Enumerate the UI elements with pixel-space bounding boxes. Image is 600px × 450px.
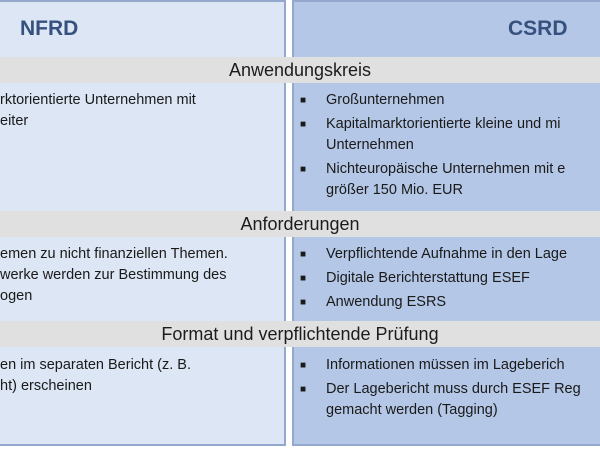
- bullet-icon: ■: [300, 384, 307, 395]
- bullet-icon: ■: [300, 360, 307, 371]
- list-item: [298, 114, 598, 156]
- text-line: eiter: [0, 113, 29, 129]
- bullet-icon: ■: [300, 297, 307, 308]
- csrd-anwendungskreis-list: [298, 90, 598, 204]
- list-item: [298, 90, 598, 111]
- nfrd-anforderungen-text: [0, 244, 284, 307]
- text-line: emen zu nicht finanziellen Themen.: [0, 246, 228, 262]
- list-item-text: Nichteuropäische Unternehmen mit e: [326, 161, 566, 177]
- list-item-text: Informationen müssen im Lageberich: [326, 357, 565, 373]
- list-item: [298, 244, 598, 265]
- bullet-icon: ■: [300, 273, 307, 284]
- list-item-text: Anwendung ESRS: [326, 294, 447, 310]
- bullet-icon: ■: [300, 164, 307, 175]
- section-heading-anforderungen: Anforderungen: [0, 211, 600, 237]
- list-item: [298, 355, 598, 376]
- text-line: rktorientierte Unternehmen mit: [0, 92, 196, 108]
- text-line: ogen: [0, 288, 33, 304]
- bullet-icon: ■: [300, 95, 307, 106]
- nfrd-format-text: [0, 355, 284, 397]
- csrd-format-list: [298, 355, 598, 424]
- bullet-icon: ■: [300, 119, 307, 130]
- csrd-title: CSRD: [508, 17, 568, 40]
- list-item-text: größer 150 Mio. EUR: [326, 182, 463, 198]
- list-item: [298, 292, 598, 313]
- list-item-text: Kapitalmarktorientierte kleine und mi: [326, 116, 561, 132]
- nfrd-title: NFRD: [20, 17, 79, 40]
- list-item: [298, 379, 598, 421]
- nfrd-anwendungskreis-text: [0, 90, 284, 132]
- list-item: [298, 268, 598, 289]
- bullet-icon: ■: [300, 249, 307, 260]
- list-item-text: Großunternehmen: [326, 92, 445, 108]
- section-heading-anwendungskreis: Anwendungskreis: [0, 57, 600, 83]
- list-item-text: gemacht werden (Tagging): [326, 402, 498, 418]
- list-item-text: Verpflichtende Aufnahme in den Lage: [326, 246, 568, 262]
- csrd-anforderungen-list: [298, 244, 598, 316]
- list-item-text: Unternehmen: [326, 137, 414, 153]
- text-line: en im separaten Bericht (z. B.: [0, 357, 191, 373]
- section-heading-format-pruefung: Format und verpflichtende Prüfung: [0, 321, 600, 347]
- list-item-text: Digitale Berichterstattung ESEF: [326, 270, 530, 286]
- list-item: [298, 159, 598, 201]
- list-item-text: Der Lagebericht muss durch ESEF Reg: [326, 381, 581, 397]
- text-line: werke werden zur Bestimmung des: [0, 267, 227, 283]
- text-line: ht) erscheinen: [0, 378, 92, 394]
